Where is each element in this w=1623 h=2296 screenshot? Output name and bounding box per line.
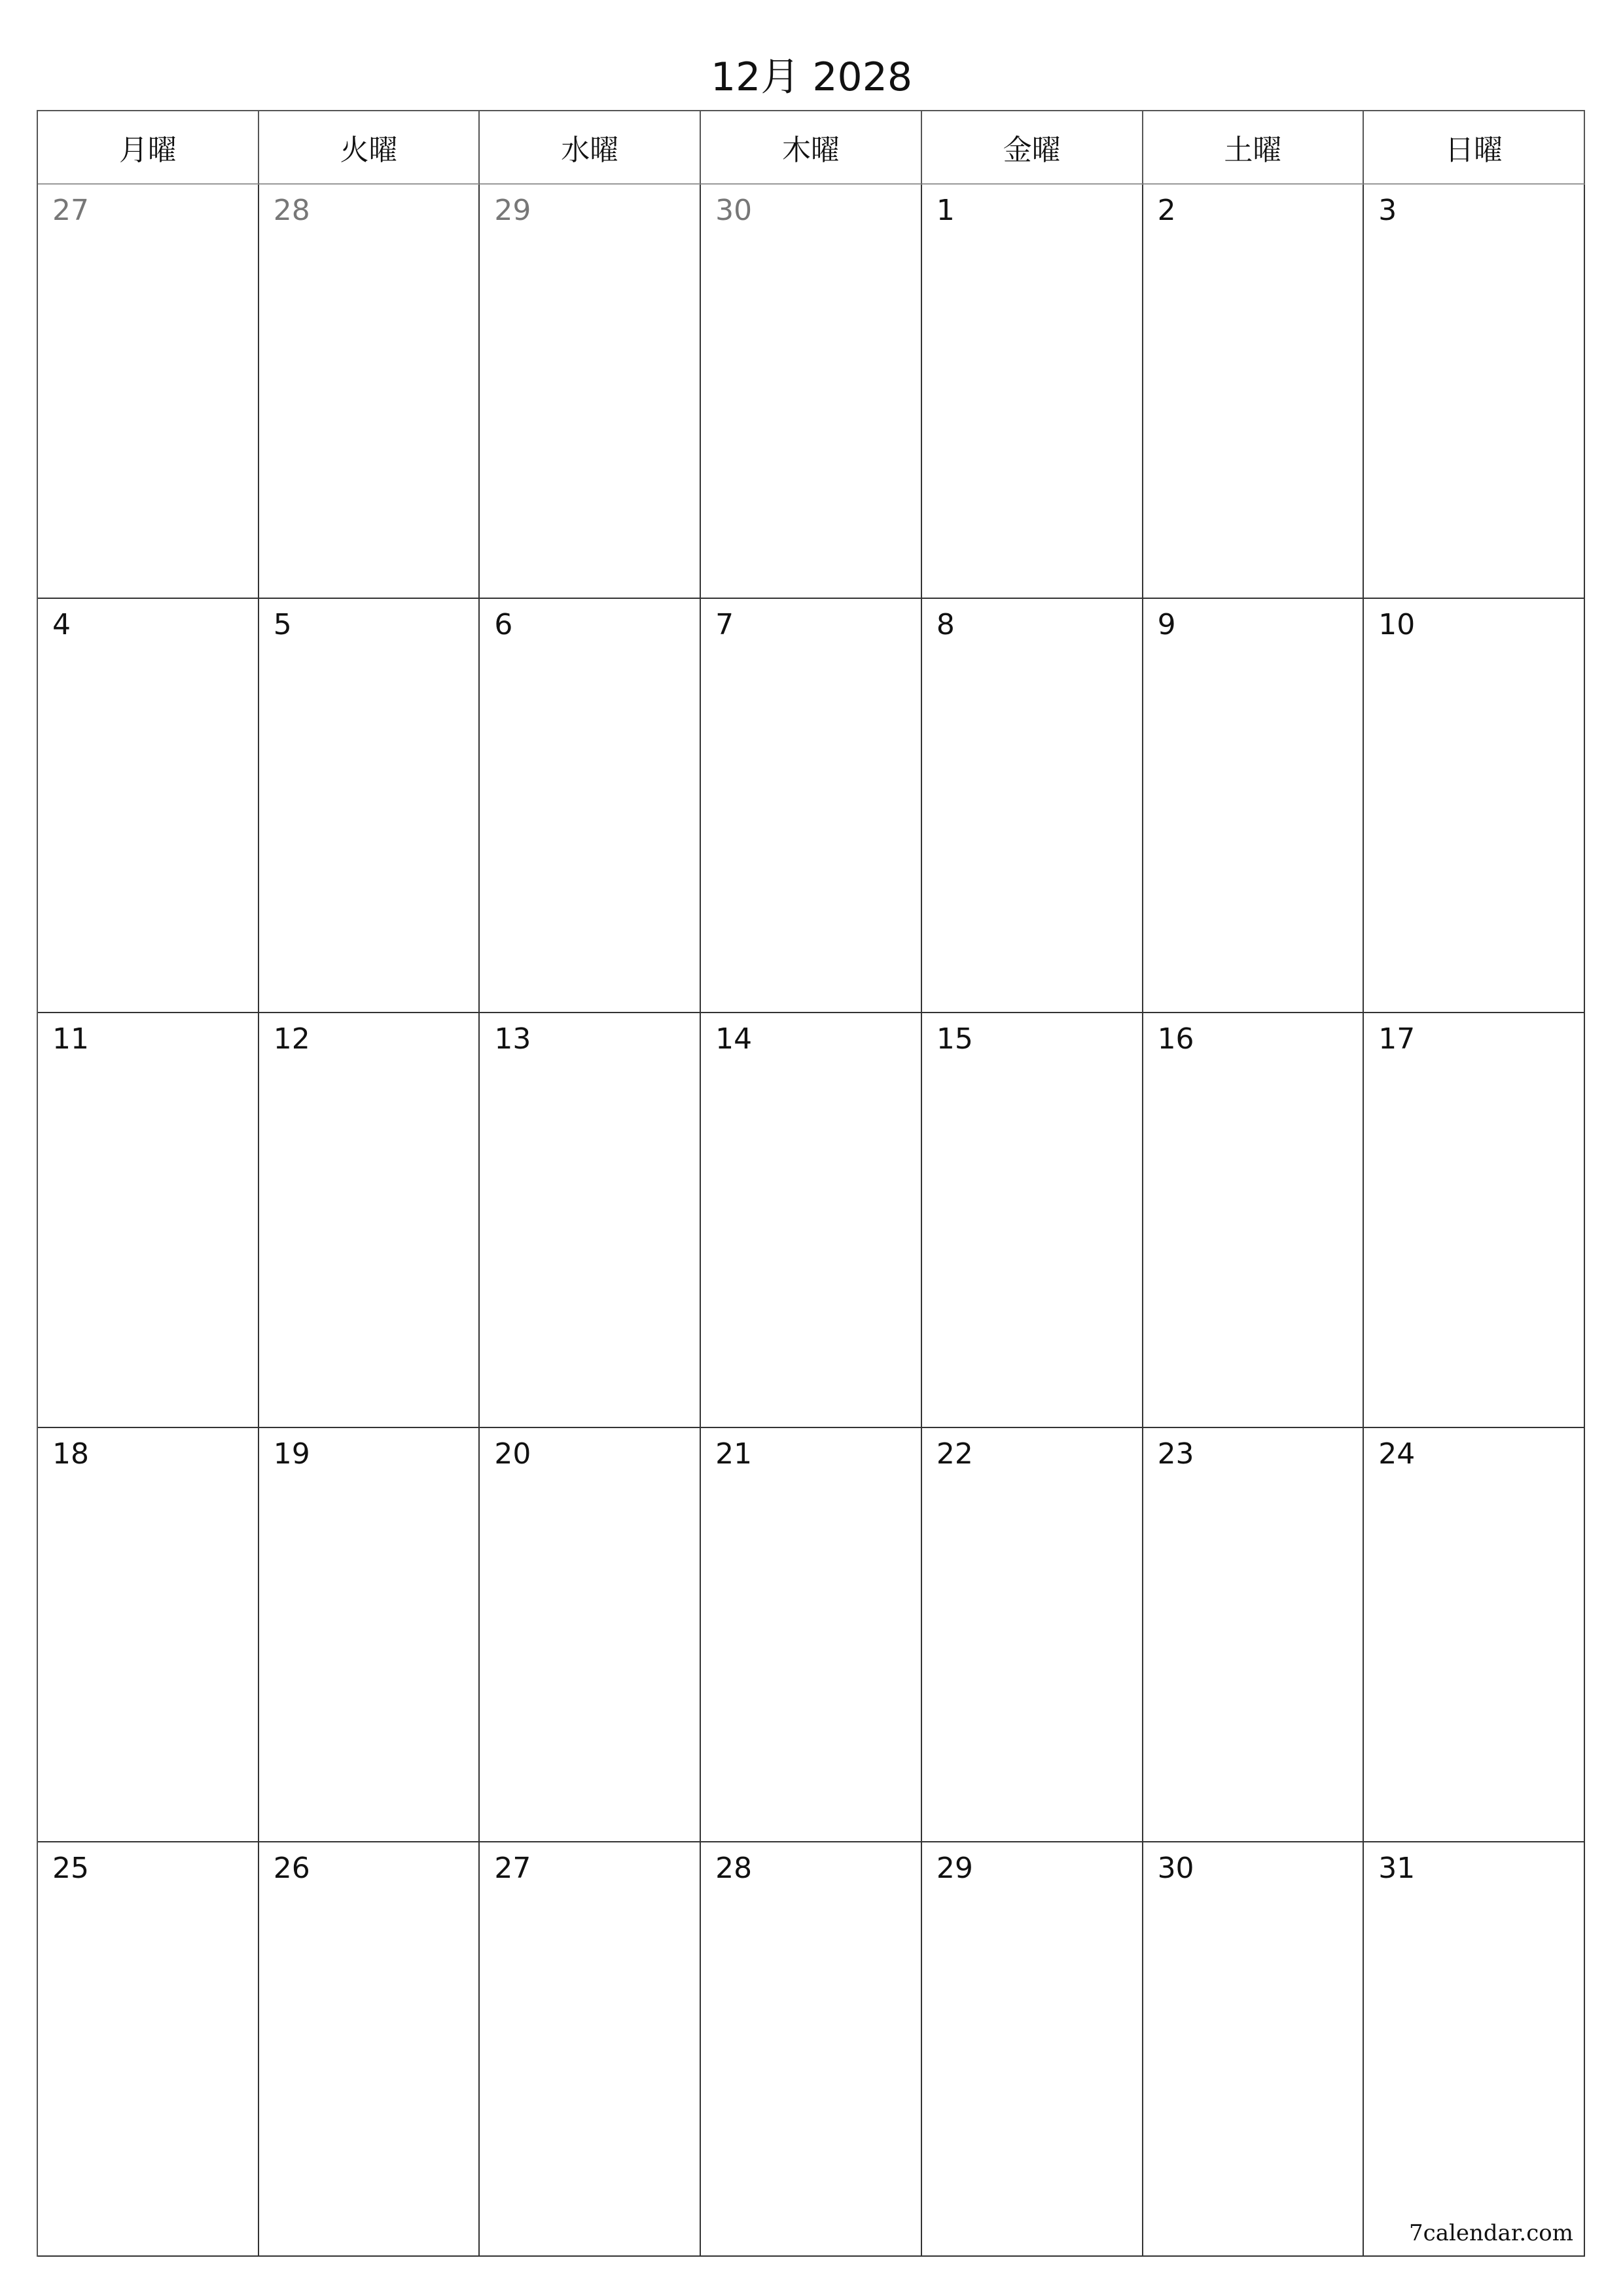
day-cell [38, 1428, 259, 1842]
day-number: 29 [936, 1851, 973, 1885]
day-cell [922, 185, 1143, 599]
day-number: 17 [1378, 1022, 1416, 1056]
day-cell [922, 1428, 1143, 1842]
day-number: 9 [1157, 608, 1176, 642]
day-cell [480, 599, 701, 1013]
day-number: 7 [715, 608, 734, 642]
day-cell [1364, 1013, 1585, 1427]
day-cell [480, 1842, 701, 2257]
day-cell [38, 1842, 259, 2257]
day-number: 23 [1157, 1437, 1194, 1471]
day-cell [480, 1013, 701, 1427]
day-cell [1364, 1428, 1585, 1842]
day-cell [1143, 1428, 1364, 1842]
day-number: 11 [52, 1022, 89, 1056]
day-number: 10 [1378, 608, 1416, 642]
day-number: 3 [1378, 194, 1397, 227]
weekday-header-wed: 水曜 [480, 111, 701, 185]
day-cell [259, 1428, 480, 1842]
day-number: 30 [715, 194, 753, 227]
day-number: 12 [273, 1022, 310, 1056]
day-number: 2 [1157, 194, 1176, 227]
credit-link[interactable]: 7calendar.com [1409, 2220, 1573, 2246]
day-cell [1364, 185, 1585, 599]
weekday-header-mon: 月曜 [38, 111, 259, 185]
day-number: 24 [1378, 1437, 1416, 1471]
day-cell [922, 1013, 1143, 1427]
day-cell [480, 1428, 701, 1842]
day-number: 15 [936, 1022, 973, 1056]
day-cell [480, 185, 701, 599]
day-number: 28 [715, 1851, 753, 1885]
day-number: 8 [936, 608, 955, 642]
day-number: 22 [936, 1437, 973, 1471]
day-cell [922, 1842, 1143, 2257]
day-number: 31 [1378, 1851, 1416, 1885]
day-cell [38, 599, 259, 1013]
day-number: 21 [715, 1437, 753, 1471]
day-number: 30 [1157, 1851, 1194, 1885]
day-number: 14 [715, 1022, 753, 1056]
day-cell [701, 1013, 922, 1427]
day-number: 18 [52, 1437, 89, 1471]
day-cell [701, 185, 922, 599]
day-number: 20 [494, 1437, 531, 1471]
day-number: 6 [494, 608, 513, 642]
day-number: 25 [52, 1851, 89, 1885]
day-number: 13 [494, 1022, 531, 1056]
day-cell [259, 185, 480, 599]
weekday-header-fri: 金曜 [922, 111, 1143, 185]
day-number: 29 [494, 194, 531, 227]
day-cell [38, 185, 259, 599]
day-cell [1143, 1842, 1364, 2257]
day-number: 27 [494, 1851, 531, 1885]
day-number: 28 [273, 194, 310, 227]
weekday-header-thu: 木曜 [701, 111, 922, 185]
day-cell [1364, 599, 1585, 1013]
day-number: 16 [1157, 1022, 1194, 1056]
weekday-header-sun: 日曜 [1364, 111, 1585, 185]
day-cell [1143, 185, 1364, 599]
day-cell [1364, 1842, 1585, 2257]
day-cell [922, 599, 1143, 1013]
weekday-header-sat: 土曜 [1143, 111, 1364, 185]
day-number: 1 [936, 194, 955, 227]
day-cell [701, 1842, 922, 2257]
day-cell [259, 1013, 480, 1427]
day-number: 19 [273, 1437, 310, 1471]
day-cell [38, 1013, 259, 1427]
day-cell [1143, 599, 1364, 1013]
day-cell [1143, 1013, 1364, 1427]
day-number: 5 [273, 608, 292, 642]
day-cell [259, 1842, 480, 2257]
day-number: 27 [52, 194, 89, 227]
weekday-header-tue: 火曜 [259, 111, 480, 185]
day-cell [701, 1428, 922, 1842]
day-cell [701, 599, 922, 1013]
page-title: 12月 2028 [710, 54, 913, 100]
day-number: 26 [273, 1851, 310, 1885]
day-number: 4 [52, 608, 71, 642]
day-cell [259, 599, 480, 1013]
calendar-grid [37, 110, 1585, 2257]
